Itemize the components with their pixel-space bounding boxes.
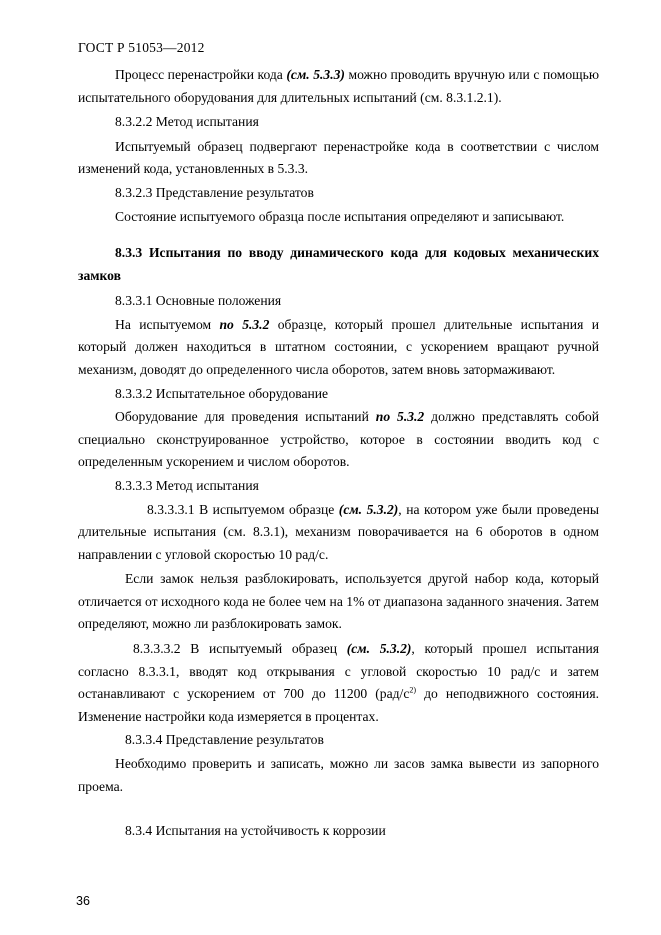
text: Оборудование для проведения испытаний [115,409,376,425]
paragraph-results: Состояние испытуемого образца после испытания определяют и записывают. [115,208,565,224]
heading-8-3-2-2: 8.3.2.2 Метод испытания [115,114,259,130]
superscript: 2) [409,685,417,695]
heading-8-3-3: 8.3.3 Испытания по вводу динамического кода для кодовых механических замков [78,245,599,284]
text: , на котором уже были проведены длительные испытания (см. 8.3.1), механизм поворачивается на 6 оборотов в одном направлении с угловой скоростью 10 рад/с. [78,501,599,562]
text: образце, который прошел длительные испытания и который должен находиться в штатном состоянии, с ускорением вращают ручной механизм, доводят до определенного числа оборотов, затем вновь затормаживают. [78,316,599,377]
paragraph-8-3-3-3-2 [78,638,599,728]
paragraph-recode-process [78,64,599,109]
paragraph-recode-method: Испытуемый образец подвергают перенастройке кода в соответствии с числом изменений кода, установленных в 5.3.3. [78,138,599,177]
text: можно проводить вручную или с помощью испытательного оборудования для длительных испытаний (см. 8.3.1.2.1). [78,67,599,105]
text: Процесс перенастройки кода [115,67,287,82]
paragraph-check-bolt: Необходимо проверить и записать, можно ли засов замка вывести из запорного проема. [78,756,599,794]
text: должно представлять собой специально сконструированное устройство, которое в состоянии вводить код с определенным ускорением и числом оборотов. [78,409,600,470]
heading-8-3-2-3: 8.3.2.3 Представление результатов [115,184,314,200]
text: до неподвижного состояния. Изменение настройки кода измеряется в процентах. [78,686,599,724]
heading-8-3-3-2: 8.3.3.2 Испытательное оборудование [115,385,329,401]
paragraph-unlock-retry: Если замок нельзя разблокировать, используется другой набор кода, который отличается от исходного кода не более чем на 1% от диапазона заданного значения. Затем определяют, можно ли разблокировать замок. [78,571,599,632]
page-body [78,64,599,843]
reference: (см. 5.3.3) [286,67,345,82]
reference: (см. 5.3.2) [346,641,412,657]
paragraph-basic-provisions [78,314,599,382]
heading-8-3-3-1: 8.3.3.1 Основные положения [115,293,282,309]
text: На испытуемом [115,316,220,332]
reference: (см. 5.3.2) [338,501,399,517]
page-number: 36 [76,894,90,908]
reference: по 5.3.2 [219,316,270,332]
heading-8-3-3-3: 8.3.3.3 Метод испытания [115,477,259,493]
reference: по 5.3.2 [375,409,425,425]
text: , который прошел испытания согласно 8.3.3.1, вводят код открывания с угловой скоростью 10 рад/с и затем останавливают с ускорением от 700 до 11200 (рад/с [78,641,599,702]
text: 8.3.3.3.1 В испытуемом образце [147,501,339,517]
paragraph-test-equipment [78,406,599,474]
heading-8-3-4: 8.3.4 Испытания на устойчивость к коррозии [125,823,386,839]
paragraph-8-3-3-3-1 [78,499,599,567]
heading-8-3-3-4: 8.3.3.4 Представление результатов [125,732,324,748]
text: 8.3.3.3.2 В испытуемый образец [133,641,347,657]
document-header: ГОСТ Р 51053—2012 [78,40,205,55]
